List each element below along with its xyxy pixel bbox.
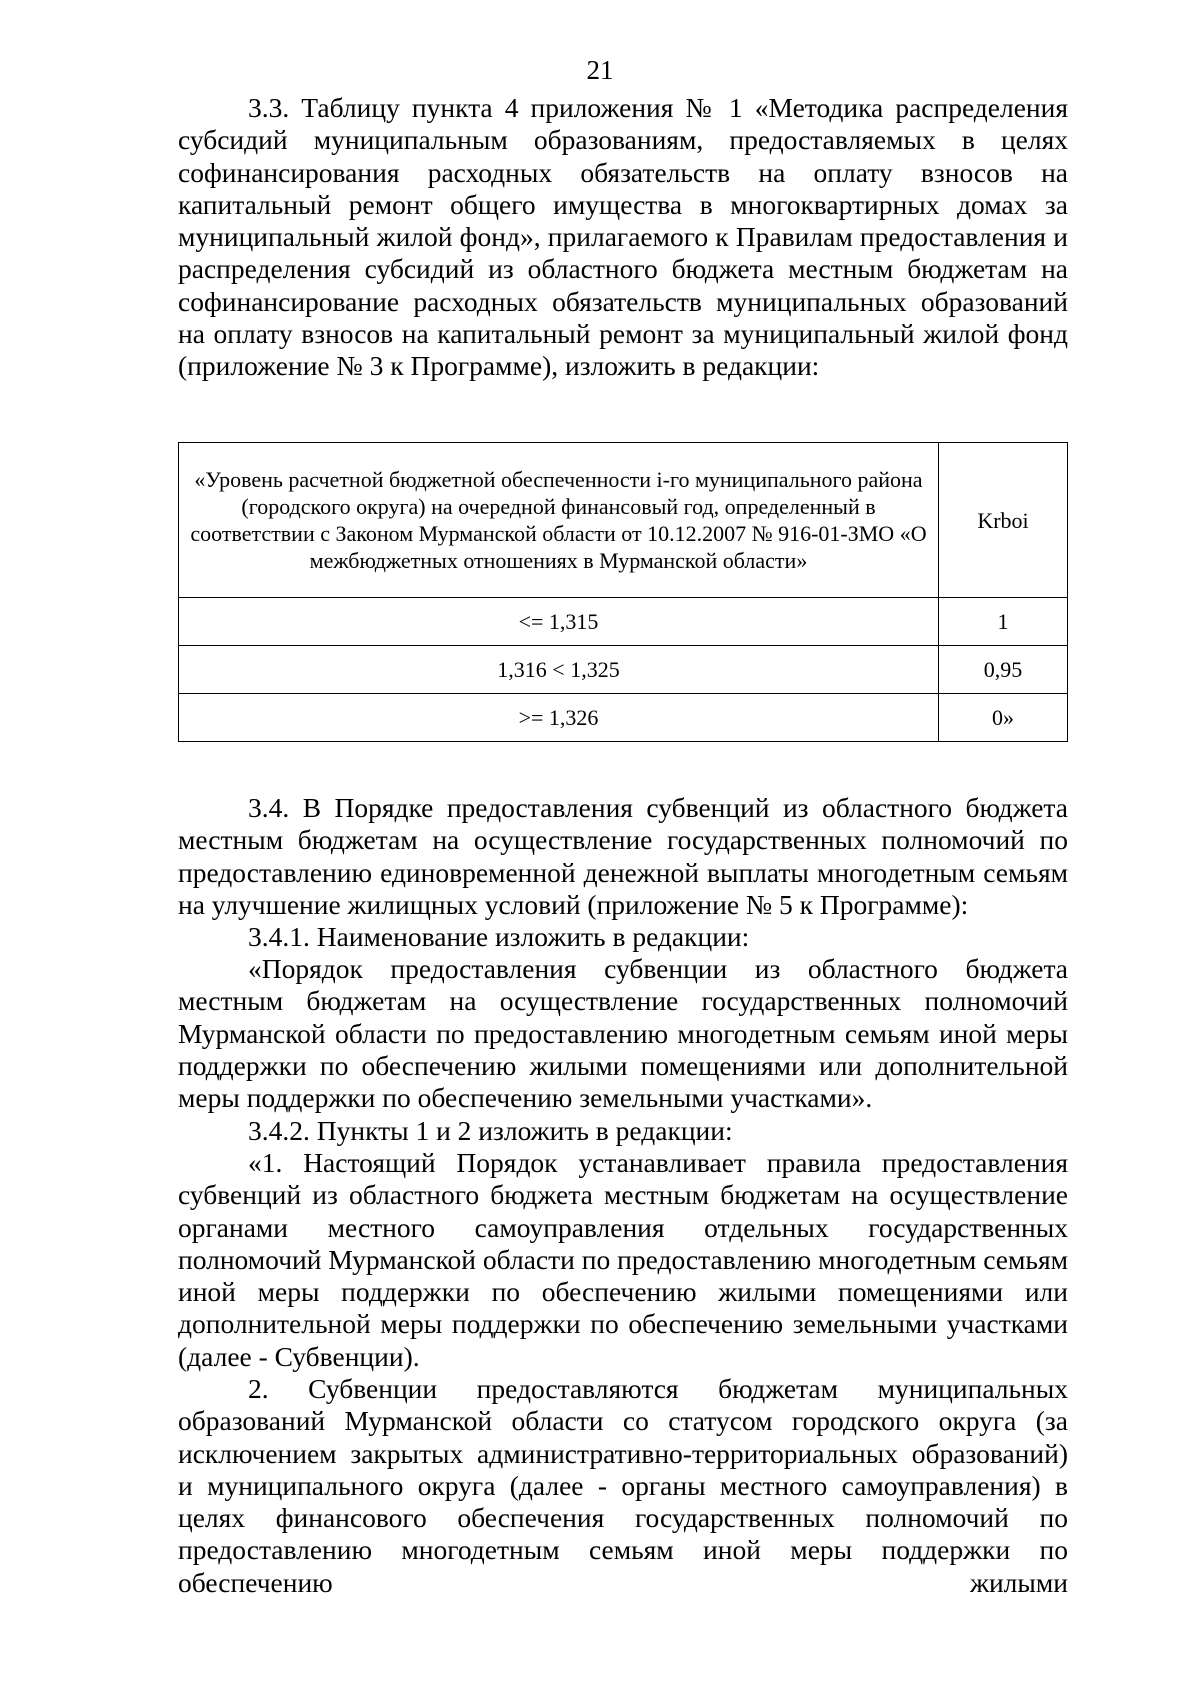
table-cell-level: <= 1,315 xyxy=(179,598,939,646)
table-cell-value: 1 xyxy=(939,598,1068,646)
section-3-3-paragraph: 3.3. Таблицу пункта 4 приложения № 1 «Методика распределения субсидий муниципальным образованиям, предоставляемых в целях софинансирования расходных обязательств на оплату взносов на капитальный ремонт общего имущества в многоквартирных домах за муниципальный жилой фонд», прилагаемого к Правилам предоставления и распределения субсидий из областного бюджета местным бюджетам на софинансирование расходных обязательств муниципальных образований на оплату взносов на капитальный ремонт за муниципальный жилой фонд (приложение № 3 к Программе), изложить в редакции: xyxy=(178,92,1068,382)
section-3-4-1-text: «Порядок предоставления субвенции из областного бюджета местным бюджетам на осуществление государственных полномочий Мурманской области по предоставлению многодетным семьям иной меры поддержки по обеспечению жилыми помещениями или дополнительной меры поддержки по обеспечению земельными участками». xyxy=(178,953,1068,1114)
table-row xyxy=(179,598,1068,646)
point-2-paragraph: 2. Субвенции предоставляются бюджетам муниципальных образований Мурманской области со статусом городского округа (за исключением закрытых административно-территориальных образований) и муниципального округа (далее - органы местного самоуправления) в целях финансового обеспечения государственных полномочий по предоставлению многодетным семьям иной меры поддержки по обеспечению жилыми xyxy=(178,1373,1068,1598)
table-cell-value: 0» xyxy=(939,694,1068,742)
section-3-4-paragraph: 3.4. В Порядке предоставления субвенций из областного бюджета местным бюджетам на осуществление государственных полномочий по предоставлению единовременной денежной выплаты многодетным семьям на улучшение жилищных условий (приложение № 5 к Программе): xyxy=(178,792,1068,920)
table-row xyxy=(179,646,1068,694)
table-cell-level: >= 1,326 xyxy=(179,694,939,742)
table-cell-level: 1,316 < 1,325 xyxy=(179,646,939,694)
table-row xyxy=(179,694,1068,742)
page-number: 21 xyxy=(586,55,614,85)
table-cell-value: 0,95 xyxy=(939,646,1068,694)
table-header-level: «Уровень расчетной бюджетной обеспеченности i-го муниципального района (городского округа) на очередной финансовый год, определенный в соответствии с Законом Мурманской области от 10.12.2007 № 916-01-ЗМО «О межбюджетных отношениях в Мурманской области» xyxy=(179,443,939,598)
section-3-4-1-heading: 3.4.1. Наименование изложить в редакции: xyxy=(248,921,750,952)
krboi-table xyxy=(178,442,1068,742)
table-header-krboi: Krboi xyxy=(939,443,1068,598)
section-3-4-2-heading: 3.4.2. Пункты 1 и 2 изложить в редакции: xyxy=(248,1115,733,1146)
point-1-paragraph: «1. Настоящий Порядок устанавливает правила предоставления субвенций из областного бюджета местным бюджетам на осуществление органами местного самоуправления отдельных государственных полномочий Мурманской области по предоставлению многодетным семьям иной меры поддержки по обеспечению жилыми помещениями или дополнительной меры поддержки по обеспечению земельными участками (далее - Субвенции). xyxy=(178,1147,1068,1372)
table-header-row xyxy=(179,443,1068,598)
